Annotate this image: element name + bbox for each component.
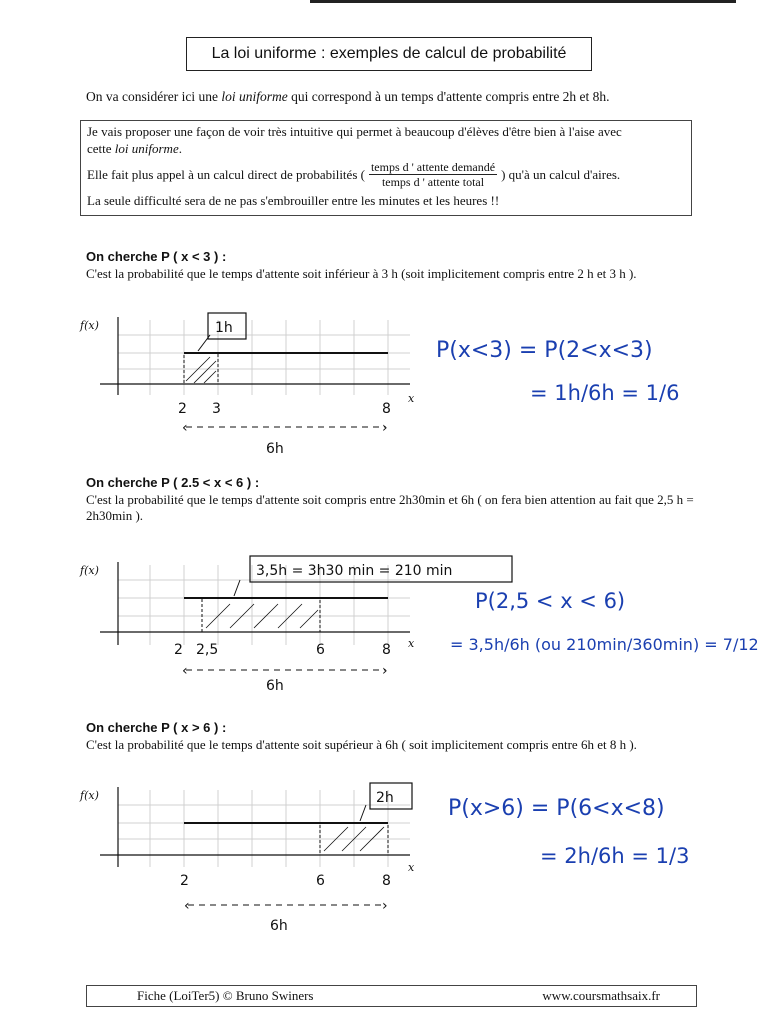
tick-label: 2: [180, 873, 189, 889]
section-1-heading: On cherche P ( x < 3 ) :: [86, 249, 227, 264]
tick-label: 6: [316, 873, 325, 889]
tick-label: 2: [178, 401, 187, 417]
footer: [86, 985, 697, 1007]
footer-website: www.coursmathsaix.fr: [542, 988, 660, 1003]
intro-before: On va considérer ici une: [86, 89, 222, 104]
intro-text: [86, 89, 610, 105]
equation-line-2: = 1h/6h = 1/6: [530, 381, 680, 405]
box-label: 2h: [376, 790, 394, 806]
note-line-4: La seule difficulté sera de ne pas s'embrouiller entre les minutes et les heures !!: [87, 193, 500, 208]
equation-line-2: = 3,5h/6h (ou 210min/360min) = 7/12: [450, 635, 759, 654]
equation-line-1: P(x>6) = P(6<x<8): [448, 796, 665, 821]
note-line-3-after: ) qu'à un calcul d'aires.: [501, 167, 621, 182]
arrow-right-icon: ›: [382, 898, 388, 914]
range-label: 6h: [266, 441, 284, 457]
note-line-2-after: .: [178, 141, 182, 156]
section-2-text: C'est la probabilité que le temps d'attente soit compris entre 2h30min et 6h ( on fera bien attention au fait que 2,5 h = 2h30min ).: [86, 492, 694, 523]
intro-after: qui correspond à un temps d'attente compris entre 2h et 8h.: [287, 89, 610, 104]
tick-label: 3: [212, 401, 221, 417]
x-axis-label: x: [408, 392, 415, 405]
section-1-text: C'est la probabilité que le temps d'attente soit inférieur à 3 h (soit implicitement compris entre 2 h et 3 h ).: [86, 266, 637, 281]
equation-line-1: P(2,5 < x < 6): [475, 589, 626, 613]
tick-label: 8: [382, 401, 391, 417]
pointer-arrow: [198, 335, 210, 351]
section-3-figure: [70, 775, 768, 940]
arrow-left-icon: ‹: [182, 663, 188, 679]
tick-label: 6: [316, 642, 325, 658]
note-line-3: [87, 160, 685, 189]
section-3-text: C'est la probabilité que le temps d'attente soit supérieur à 6h ( soit implicitement compris entre 6h et 8 h ).: [86, 737, 637, 752]
pointer-arrow: [360, 805, 366, 821]
ratio-fraction: [369, 160, 497, 189]
note-box: [80, 120, 692, 216]
arrow-right-icon: ›: [382, 663, 388, 679]
section-1-figure: [70, 305, 768, 470]
x-axis-label: x: [408, 861, 415, 874]
fraction-denominator: temps d ' attente total: [381, 175, 485, 189]
box-label: 3,5h = 3h30 min = 210 min: [256, 563, 453, 579]
arrow-left-icon: ‹: [184, 898, 190, 914]
note-line-2-before: cette: [87, 141, 115, 156]
tick-label: 2,5: [196, 642, 219, 658]
tick-label: 8: [382, 642, 391, 658]
tick-label: 2: [174, 642, 183, 658]
page-title: La loi uniforme : exemples de calcul de probabilité: [186, 37, 592, 71]
equation-line-1: P(x<3) = P(2<x<3): [436, 338, 653, 363]
y-axis-label: f(x): [80, 789, 99, 802]
note-line-1: Je vais proposer une façon de voir très intuitive qui permet à beaucoup d'élèves d'être bien à l'aise avec: [87, 124, 622, 139]
x-axis-label: x: [408, 637, 415, 650]
section-3-heading: On cherche P ( x > 6 ) :: [86, 720, 227, 735]
note-line-2-emph: loi uniforme: [114, 141, 179, 156]
fraction-numerator: temps d ' attente demandé: [370, 160, 496, 174]
range-label: 6h: [266, 678, 284, 694]
hatching: [186, 357, 216, 383]
arrow-right-icon: ›: [382, 420, 388, 436]
y-axis-label: f(x): [80, 564, 99, 577]
top-rule: [310, 0, 736, 3]
note-line-2: [87, 140, 685, 157]
hatched-area: [202, 598, 320, 632]
equation-line-2: = 2h/6h = 1/3: [540, 844, 690, 868]
note-line-3-before: Elle fait plus appel à un calcul direct de probabilités (: [87, 167, 365, 182]
section-2-figure: [70, 550, 768, 700]
pointer-arrow: [234, 580, 240, 596]
tick-label: 8: [382, 873, 391, 889]
section-2-heading: On cherche P ( 2.5 < x < 6 ) :: [86, 475, 260, 490]
y-axis-label: f(x): [80, 319, 99, 332]
box-label: 1h: [215, 320, 233, 336]
arrow-left-icon: ‹: [182, 420, 188, 436]
footer-credit: Fiche (LoiTer5) © Bruno Swiners: [137, 988, 314, 1003]
range-label: 6h: [270, 918, 288, 934]
intro-emph: loi uniforme: [221, 89, 288, 104]
